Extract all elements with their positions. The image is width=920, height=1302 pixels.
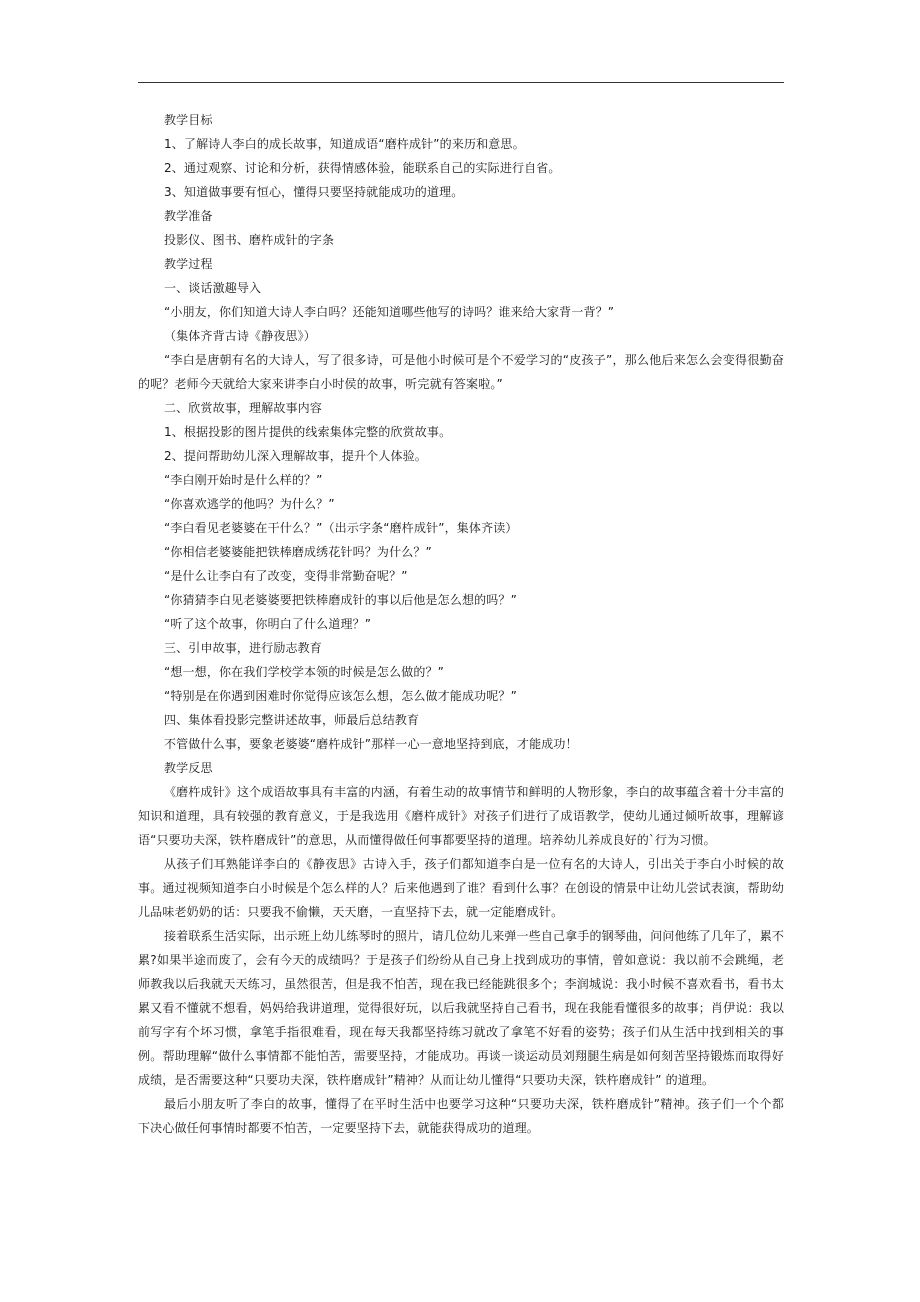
summary-line: 不管做什么事，要象老婆婆“磨杵成针”那样一心一意地坚持到底，才能成功！ [164, 737, 578, 751]
goal-item-3: 3、知道做事要有恒心，懂得只要坚持就能成功的道理。 [164, 185, 464, 199]
heading-process: 教学过程 [164, 257, 213, 271]
question-line: “你喜欢逃学的他吗？为什么？” [164, 497, 335, 511]
step-4-heading: 四、集体看投影完整讲述故事，师最后总结教育 [164, 713, 420, 727]
question-line: “想一想，你在我们学校学本领的时候是怎么做的？” [164, 665, 445, 679]
goal-item-1: 1、了解诗人李白的成长故事，知道成语“磨杵成针”的来历和意思。 [164, 137, 525, 151]
reflection-paragraph-4: 最后小朋友听了李白的故事，懂得了在平时生活中也要学习这种“只要功夫深，铁杵磨成针”精神。孩子们一个个都下决心做任何事情时都要不怕苦，一定要坚持下去，就能获得成功的道理。 [138, 1097, 784, 1135]
step-2-heading: 二、欣赏故事，理解故事内容 [164, 401, 322, 415]
document-body [138, 108, 784, 1140]
reflection-paragraph-1: 《磨杵成针》这个成语故事具有丰富的内涵，有着生动的故事情节和鲜明的人物形象，李白的故事蕴含着十分丰富的知识和道理，具有较强的教育意义，于是我选用《磨杵成针》对孩子们进行了成语教学，使幼儿通过倾听故事，理解谚语“只要功夫深，铁杵磨成针”的意思，从而懂得做任何事都要坚持的道理。培养幼儿养成良好的`行为习惯。 [138, 785, 784, 847]
reflection-paragraph-2: 从孩子们耳熟能详李白的《静夜思》古诗入手，孩子们都知道李白是一位有名的大诗人，引出关于李白小时候的故事。通过视频知道李白小时候是个怎么样的人？后来他遇到了谁？看到什么事？在创设的情景中让幼儿尝试表演，帮助幼儿品味老奶奶的话：只要我不偷懒，天天磨，一直坚持下去，就一定能磨成针。 [138, 857, 784, 919]
question-line: “李白看见老婆婆在干什么？”（出示字条“磨杵成针”，集体齐读） [164, 521, 518, 535]
header-rule [138, 82, 784, 83]
step-3-heading: 三、引申故事，进行励志教育 [164, 641, 322, 655]
heading-goals: 教学目标 [164, 113, 213, 127]
question-line: “听了这个故事，你明白了什么道理？” [164, 617, 372, 631]
question-line: “特别是在你遇到困难时你觉得应该怎么想，怎么做才能成功呢？” [164, 689, 517, 703]
question-line: “是什么让李白有了改变，变得非常勤奋呢？” [164, 569, 408, 583]
question-line: “你相信老婆婆能把铁棒磨成绣花针吗？为什么？” [164, 545, 432, 559]
question-line: “你猜猜李白见老婆婆要把铁棒磨成针的事以后他是怎么想的吗？” [164, 593, 517, 607]
goal-item-2: 2、通过观察、讨论和分析，获得情感体验，能联系自己的实际进行自省。 [164, 161, 561, 175]
heading-preparation: 教学准备 [164, 209, 213, 223]
step-2-item-2: 2、提问帮助幼儿深入理解故事，提升个人体验。 [164, 449, 427, 463]
step-1-heading: 一、谈话激趣导入 [164, 281, 262, 295]
quote-line: “小朋友，你们知道大诗人李白吗？还能知道哪些他写的诗吗？谁来给大家背一背？” [164, 305, 615, 319]
heading-reflection: 教学反思 [164, 761, 213, 775]
preparation-text: 投影仪、图书、磨杵成针的字条 [164, 233, 335, 247]
reflection-paragraph-3: 接着联系生活实际，出示班上幼儿练琴时的照片，请几位幼儿来弹一些自己拿手的钢琴曲，问问他练了几年了，累不累?如果半途而废了，会有今天的成绩吗？于是孩子们纷纷从自己身上找到成功的事情，曾如意说：我以前不会跳绳，老师教我以后我就天天练习，虽然很苦，但是我不怕苦，现在我已经能跳很多个；李润城说：我小时候不喜欢看书，看书太累又看不懂就不想看，妈妈给我讲道理，觉得很好玩，以后我就坚持自己看书，现在我能看懂很多的故事；肖伊说：我以前写字有个坏习惯，拿笔手指很难看，现在每天我都坚持练习就改了拿笔不好看的姿势；孩子们从生活中找到相关的事例。帮助理解“做什么事情都不能怕苦，需要坚持，才能成功。再谈一谈运动员刘翔腿生病是如何刻苦坚持锻炼而取得好成绩，是否需要这种“只要功夫深，铁杵磨成针”精神？从而让幼儿懂得“只要功夫深，铁杵磨成针” 的道理。 [138, 929, 784, 1087]
intro-paragraph: “李白是唐朝有名的大诗人，写了很多诗，可是他小时候可是个不爱学习的“皮孩子”，那么他后来怎么会变得很勤奋的呢？老师今天就给大家来讲李白小时侯的故事，听完就有答案啦。” [138, 353, 784, 391]
question-line: “李白刚开始时是什么样的？” [164, 473, 323, 487]
step-2-item-1: 1、根据投影的图片提供的线索集体完整的欣赏故事。 [164, 425, 452, 439]
recite-note: （集体齐背古诗《静夜思》） [164, 329, 316, 343]
